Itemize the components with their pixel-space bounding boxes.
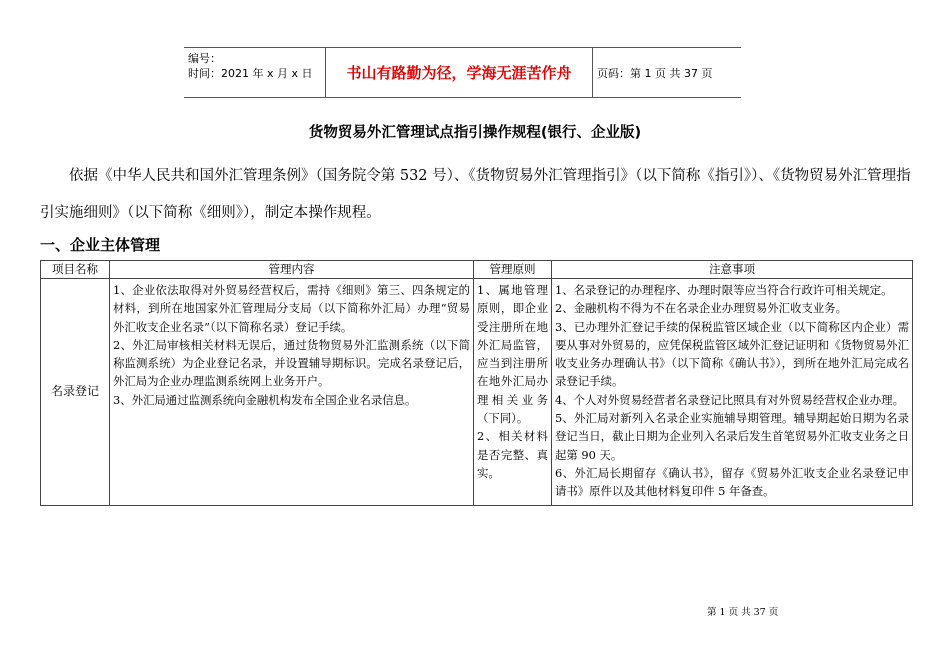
- table-row: [41, 279, 913, 506]
- item-name-cell: 名录登记: [41, 279, 110, 506]
- note-item: 5、外汇局对新列入名录企业实施辅导期管理。辅导期起始日期为名录登记当日，截止日期为企业列入名录后发生首笔贸易外汇收支业务之日起第 90 天。: [555, 411, 909, 462]
- intro-paragraph: 依据《中华人民共和国外汇管理条例》（国务院令第 532 号）、《货物贸易外汇管理指引》（以下简称《指引》）、《货物贸易外汇管理指引实施细则》（以下简称《细则》），制定本操作规程。: [40, 168, 911, 221]
- principle-cell: [474, 279, 552, 506]
- content-item: 2、外汇局审核相关材料无误后，通过货物贸易外汇监测系统（以下简称监测系统）为企业登记名录，并设置辅导期标识。完成名录登记后，外汇局为企业办理监测系统网上业务开户。: [113, 337, 470, 389]
- note-item: 3、已办理外汇登记手续的保税监管区域企业（以下简称区内企业）需要从事对外贸易的，应凭保税监管区域外汇登记证明和《货物贸易外汇收支业务办理确认书》（以下简称《确认书》），到所在地外汇局完成名录登记手续。: [555, 319, 909, 389]
- column-header: 管理内容: [110, 261, 474, 279]
- content-item: 1、企业依法取得对外贸易经营权后，需持《细则》第三、四条规定的材料，到所在地国家外汇管理局分支局（以下简称外汇局）办理“贸易外汇收支企业名录”（以下简称名录）登记手续。: [113, 283, 470, 334]
- time-label: 时间：2021 年 x 月 x 日: [188, 67, 313, 80]
- table-header-row: [41, 261, 913, 279]
- note-item: 1、名录登记的办理程序、办理时限等应当符合行政许可相关规定。: [555, 283, 893, 297]
- column-header: 管理原则: [474, 261, 552, 279]
- page-footer: 第 1 页 共 37 页: [707, 607, 779, 618]
- note-item: 4、个人对外贸易经营者名录登记比照具有对外贸易经营权企业办理。: [555, 392, 904, 407]
- header-meta: [188, 51, 323, 81]
- document-title: 货物贸易外汇管理试点指引操作规程(银行、企业版): [308, 125, 642, 141]
- header-divider: [325, 48, 326, 97]
- principle-item: 1、属地管理原则，即企业受注册所在地外汇局监管，应当到注册所在地外汇局办理相关业务（下同）。: [477, 283, 548, 426]
- note-item: 2、金融机构不得为不在名录企业办理贸易外汇收支业务。: [555, 301, 848, 316]
- page-header: [184, 47, 741, 98]
- column-header: 项目名称: [41, 261, 110, 279]
- column-header: 注意事项: [552, 261, 913, 279]
- header-divider: [592, 48, 593, 97]
- content-item: 3、外汇局通过监测系统向金融机构发布全国企业名录信息。: [113, 392, 417, 407]
- number-label: 编号：: [188, 52, 221, 65]
- header-motto: 书山有路勤为径，学海无涯苦作舟: [346, 64, 572, 82]
- note-item: 6、外汇局长期留存《确认书》，留存《贸易外汇收支企业名录登记申请书》原件以及其他材料复印件 5 年备查。: [555, 465, 909, 499]
- section-heading: 一、企业主体管理: [40, 236, 161, 254]
- notes-cell: [552, 279, 913, 506]
- principle-item: 2、相关材料是否完整、真实。: [477, 429, 548, 480]
- management-table: [40, 260, 913, 506]
- header-page-info: 页码：第 1 页 共 37 页: [597, 66, 713, 80]
- content-cell: [110, 279, 474, 506]
